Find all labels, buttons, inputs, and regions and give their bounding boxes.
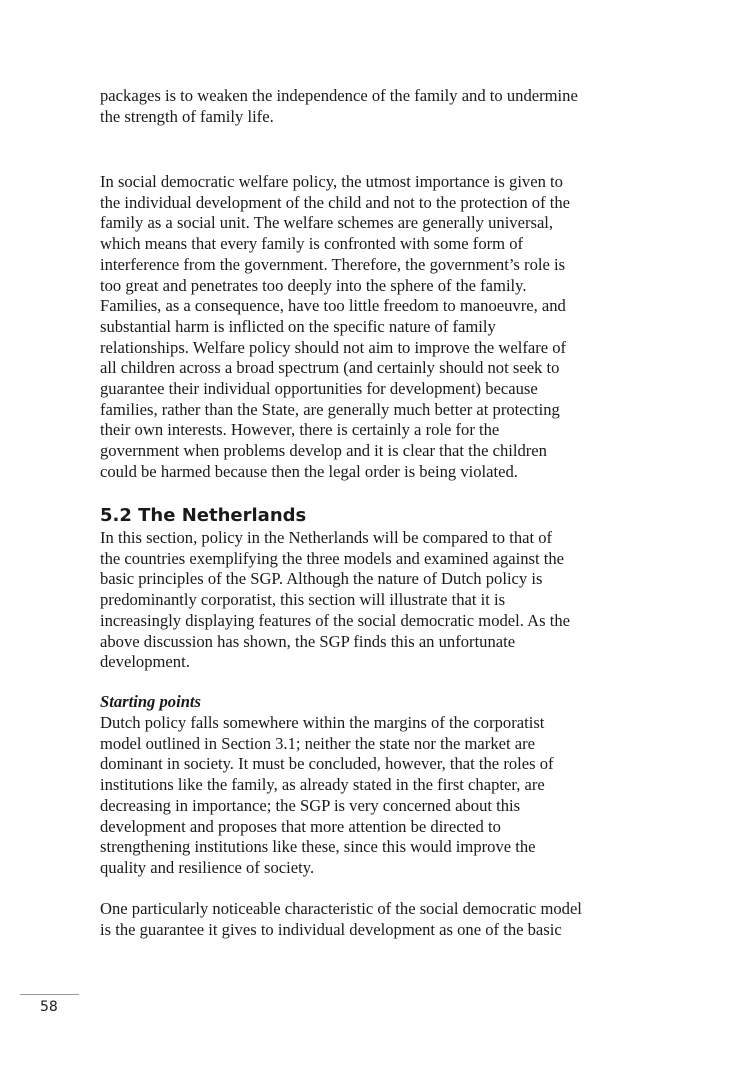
text-line: substantial harm is inflicted on the specific nature of family — [100, 316, 496, 336]
text-line: packages is to weaken the independence of the family and to undermine — [100, 86, 578, 105]
text-line: increasingly displaying features of the social democratic model. As the — [100, 610, 571, 630]
page-number: 58 — [40, 999, 58, 1015]
text-line: family as a social unit. The welfare schemes are generally universal, — [100, 213, 554, 233]
text-line: the strength of family life. — [100, 106, 274, 126]
footer-rule — [20, 994, 79, 995]
paragraph-3 — [100, 528, 570, 673]
text-line: In social democratic welfare policy, the utmost importance is given to — [100, 172, 563, 191]
text-line: predominantly corporatist, this section will illustrate that it is — [100, 590, 506, 610]
paragraph-4 — [100, 713, 554, 879]
text-line: One particularly noticeable characteristic of the social democratic model — [100, 899, 582, 918]
text-line: government when problems develop and it is clear that the children — [100, 441, 547, 461]
text-line: all children across a broad spectrum (and certainly should not seek to — [100, 358, 560, 378]
paragraph-2 — [100, 172, 570, 483]
text-line: families, rather than the State, are generally much better at protecting — [100, 399, 560, 419]
text-line: strengthening institutions like these, since this would improve the — [100, 837, 536, 857]
paragraph-1 — [100, 86, 578, 127]
text-line: development and proposes that more attention be directed to — [100, 816, 501, 836]
text-line: quality and resilience of society. — [100, 857, 315, 877]
text-line: too great and penetrates too deeply into the sphere of the family. — [100, 275, 527, 295]
text-line: interference from the government. Therefore, the government’s role is — [100, 254, 566, 274]
text-line: above discussion has shown, the SGP finds this an unfortunate — [100, 631, 516, 651]
text-line: could be harmed because then the legal order is being violated. — [100, 461, 518, 481]
text-line: their own interests. However, there is certainly a role for the — [100, 420, 500, 440]
text-line: In this section, policy in the Netherlands will be compared to that of — [100, 528, 553, 547]
text-line: which means that every family is confronted with some form of — [100, 234, 524, 254]
text-line: institutions like the family, as already stated in the first chapter, are — [100, 775, 545, 795]
text-line: model outlined in Section 3.1; neither the state nor the market are — [100, 733, 535, 753]
paragraph-5 — [100, 899, 582, 940]
text-line: development. — [100, 652, 190, 672]
text-line: basic principles of the SGP. Although the nature of Dutch policy is — [100, 569, 543, 589]
section-heading: 5.2 The Netherlands — [100, 505, 307, 526]
text-line: Dutch policy falls somewhere within the margins of the corporatist — [100, 713, 545, 732]
text-line: dominant in society. It must be concluded, however, that the roles of — [100, 754, 554, 774]
text-line: Families, as a consequence, have too little freedom to manoeuvre, and — [100, 296, 566, 316]
text-line: is the guarantee it gives to individual development as one of the basic — [100, 919, 562, 939]
text-line: the countries exemplifying the three models and examined against the — [100, 548, 565, 568]
text-line: decreasing in importance; the SGP is very concerned about this — [100, 795, 521, 815]
text-line: relationships. Welfare policy should not aim to improve the welfare of — [100, 337, 567, 357]
text-line: the individual development of the child and not to the protection of the — [100, 192, 571, 212]
subheading: Starting points — [100, 692, 201, 711]
text-line: guarantee their individual opportunities for development) because — [100, 379, 538, 399]
